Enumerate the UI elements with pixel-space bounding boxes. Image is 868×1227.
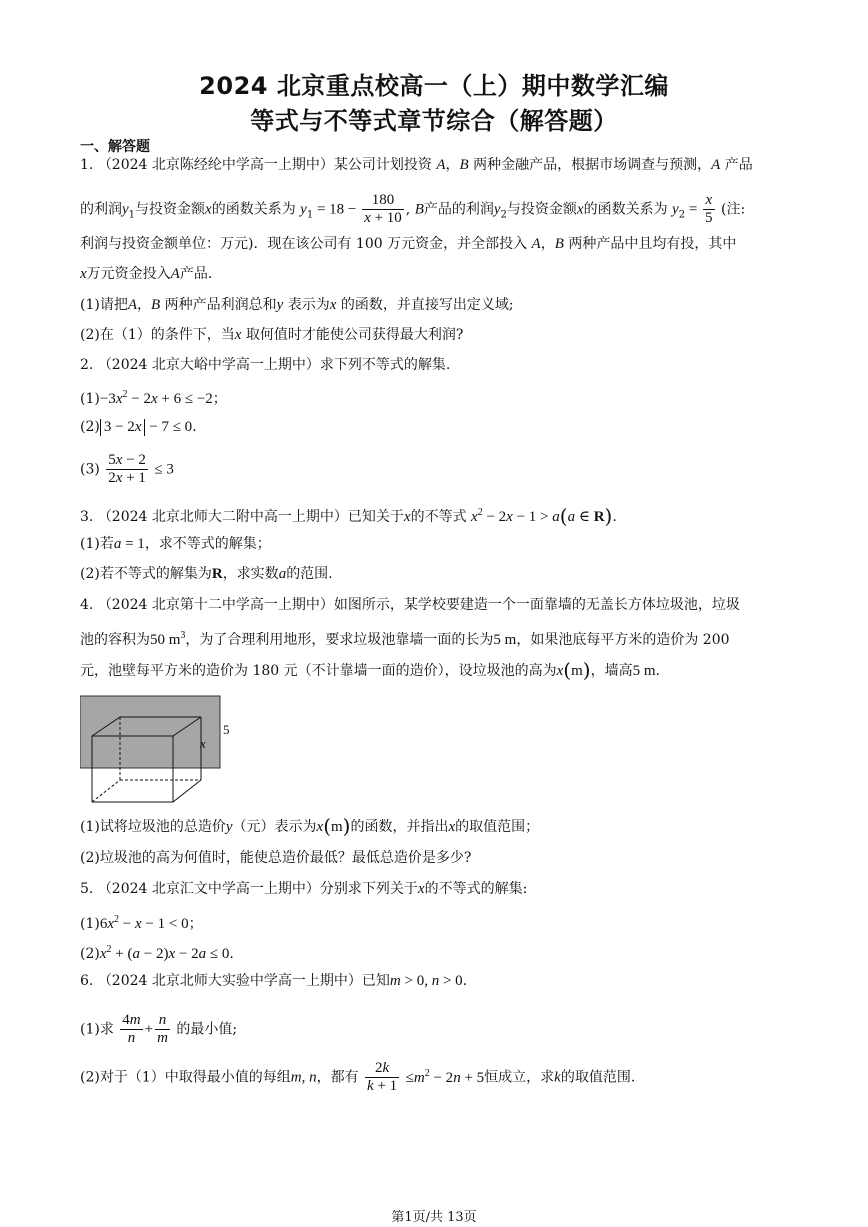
q1-line2: 的利润$y_1$与投资金额x的函数关系为 $y_1 = 18$ − $\frac{180}{x + 10}$ , B产品的利润$y_2$与投资金额x的函数关系为 $y_2$ = $\frac{x}{5}$ (注: — [80, 192, 746, 226]
q5-line1: 5. （2024 北京汇文中学高一上期中）分别求下列关于x的不等式的解集: — [80, 881, 528, 897]
q6-line1: 6. （2024 北京北师大实验中学高一上期中）已知m > 0, n > 0. — [80, 973, 468, 989]
q1-line1: 1. （2024 北京陈经纶中学高一上期中）某公司计划投资 A，B 两种金融产品，根据市场调查与预测，A 产品 — [80, 157, 753, 173]
q4-line2: 池的容积为50 $m^3$，为了合理利用地形，要求垃圾池靠墙一面的长为5 m，如果池底每平方米的造价为 200 — [80, 630, 730, 648]
q4-part2: (2)垃圾池的高为何值时，能使总造价最低？最低总造价是多少? — [80, 850, 472, 866]
fig-label-5: 5 — [223, 722, 230, 737]
q1-part1: (1)请把A，B 两种产品利润总和y 表示为x 的函数，并直接写出定义域; — [80, 297, 514, 313]
q2-part1: $(1)-3x^2 - 2x + 6 \le -2$； — [80, 389, 227, 407]
q2-part2: (2) 3 − 2x − 7 ≤ 0． — [80, 419, 207, 435]
q4-line1: 4. （2024 北京第十二中学高一上期中）如图所示，某学校要建造一个一面靠墙的无盖长方体垃圾池，垃圾 — [80, 597, 740, 613]
q2-part3: (3) $\frac{5x - 2}{2x + 1}$ ≤ 3 — [80, 452, 174, 486]
pool-diagram — [80, 694, 240, 804]
q4-part1: (1)试将垃圾池的总造价y（元）表示为x(m)的函数，并指出x的取值范围； — [80, 814, 540, 838]
section-heading: 一、解答题 — [80, 139, 150, 155]
document-title-line1: 2024 北京重点校高一（上）期中数学汇编 — [199, 72, 669, 100]
fig-label-x: x — [200, 736, 206, 751]
q1-part2: (2)在（1）的条件下，当x 取何值时才能使公司获得最大利润? — [80, 327, 464, 343]
q3-part2: (2)若不等式的解集为R，求实数a的范围. — [80, 566, 333, 582]
document-title-line2: 等式与不等式章节综合（解答题） — [250, 107, 618, 135]
q5-part1: $(1)6x^2 - x - 1 < 0$； — [80, 914, 203, 932]
wall-rect — [80, 696, 220, 768]
q6-part1: (1)求 $\frac{4m}{n}$ + $\frac{n}{m}$ 的最小值; — [80, 1012, 238, 1046]
q4-line3: 元，池壁每平方米的造价为 180 元（不计靠墙一面的造价），设垃圾池的高为x(m)，墙高5 m. — [80, 658, 660, 682]
q3-part1: (1)若a = 1，求不等式的解集； — [80, 536, 271, 552]
page-footer: 第1页/共 13页 — [391, 1210, 477, 1225]
q5-part2: $(2)x^2 + (a - 2)x - 2a \le 0$. — [80, 944, 234, 962]
q3-line1: 3. （2024 北京北师大二附中高一上期中）已知关于x的不等式 $x^2 - 2x - 1 > a(a$ ∈ R). — [80, 504, 617, 528]
q1-line3: 利润与投资金额单位：万元)．现在该公司有 100 万元资金，并全部投入 A，B 两种产品中且均有投，其中 — [80, 236, 737, 252]
q2-line1: 2. （2024 北京大峪中学高一上期中）求下列不等式的解集. — [80, 357, 451, 373]
q6-part2: (2)对于（1）中取得最小值的每组m, n，都有 $\frac{2k}{k + 1}$ $\le m^2 - 2n + 5$恒成立，求k的取值范围. — [80, 1060, 636, 1094]
q1-line4: x万元资金投入A产品. — [80, 266, 213, 282]
